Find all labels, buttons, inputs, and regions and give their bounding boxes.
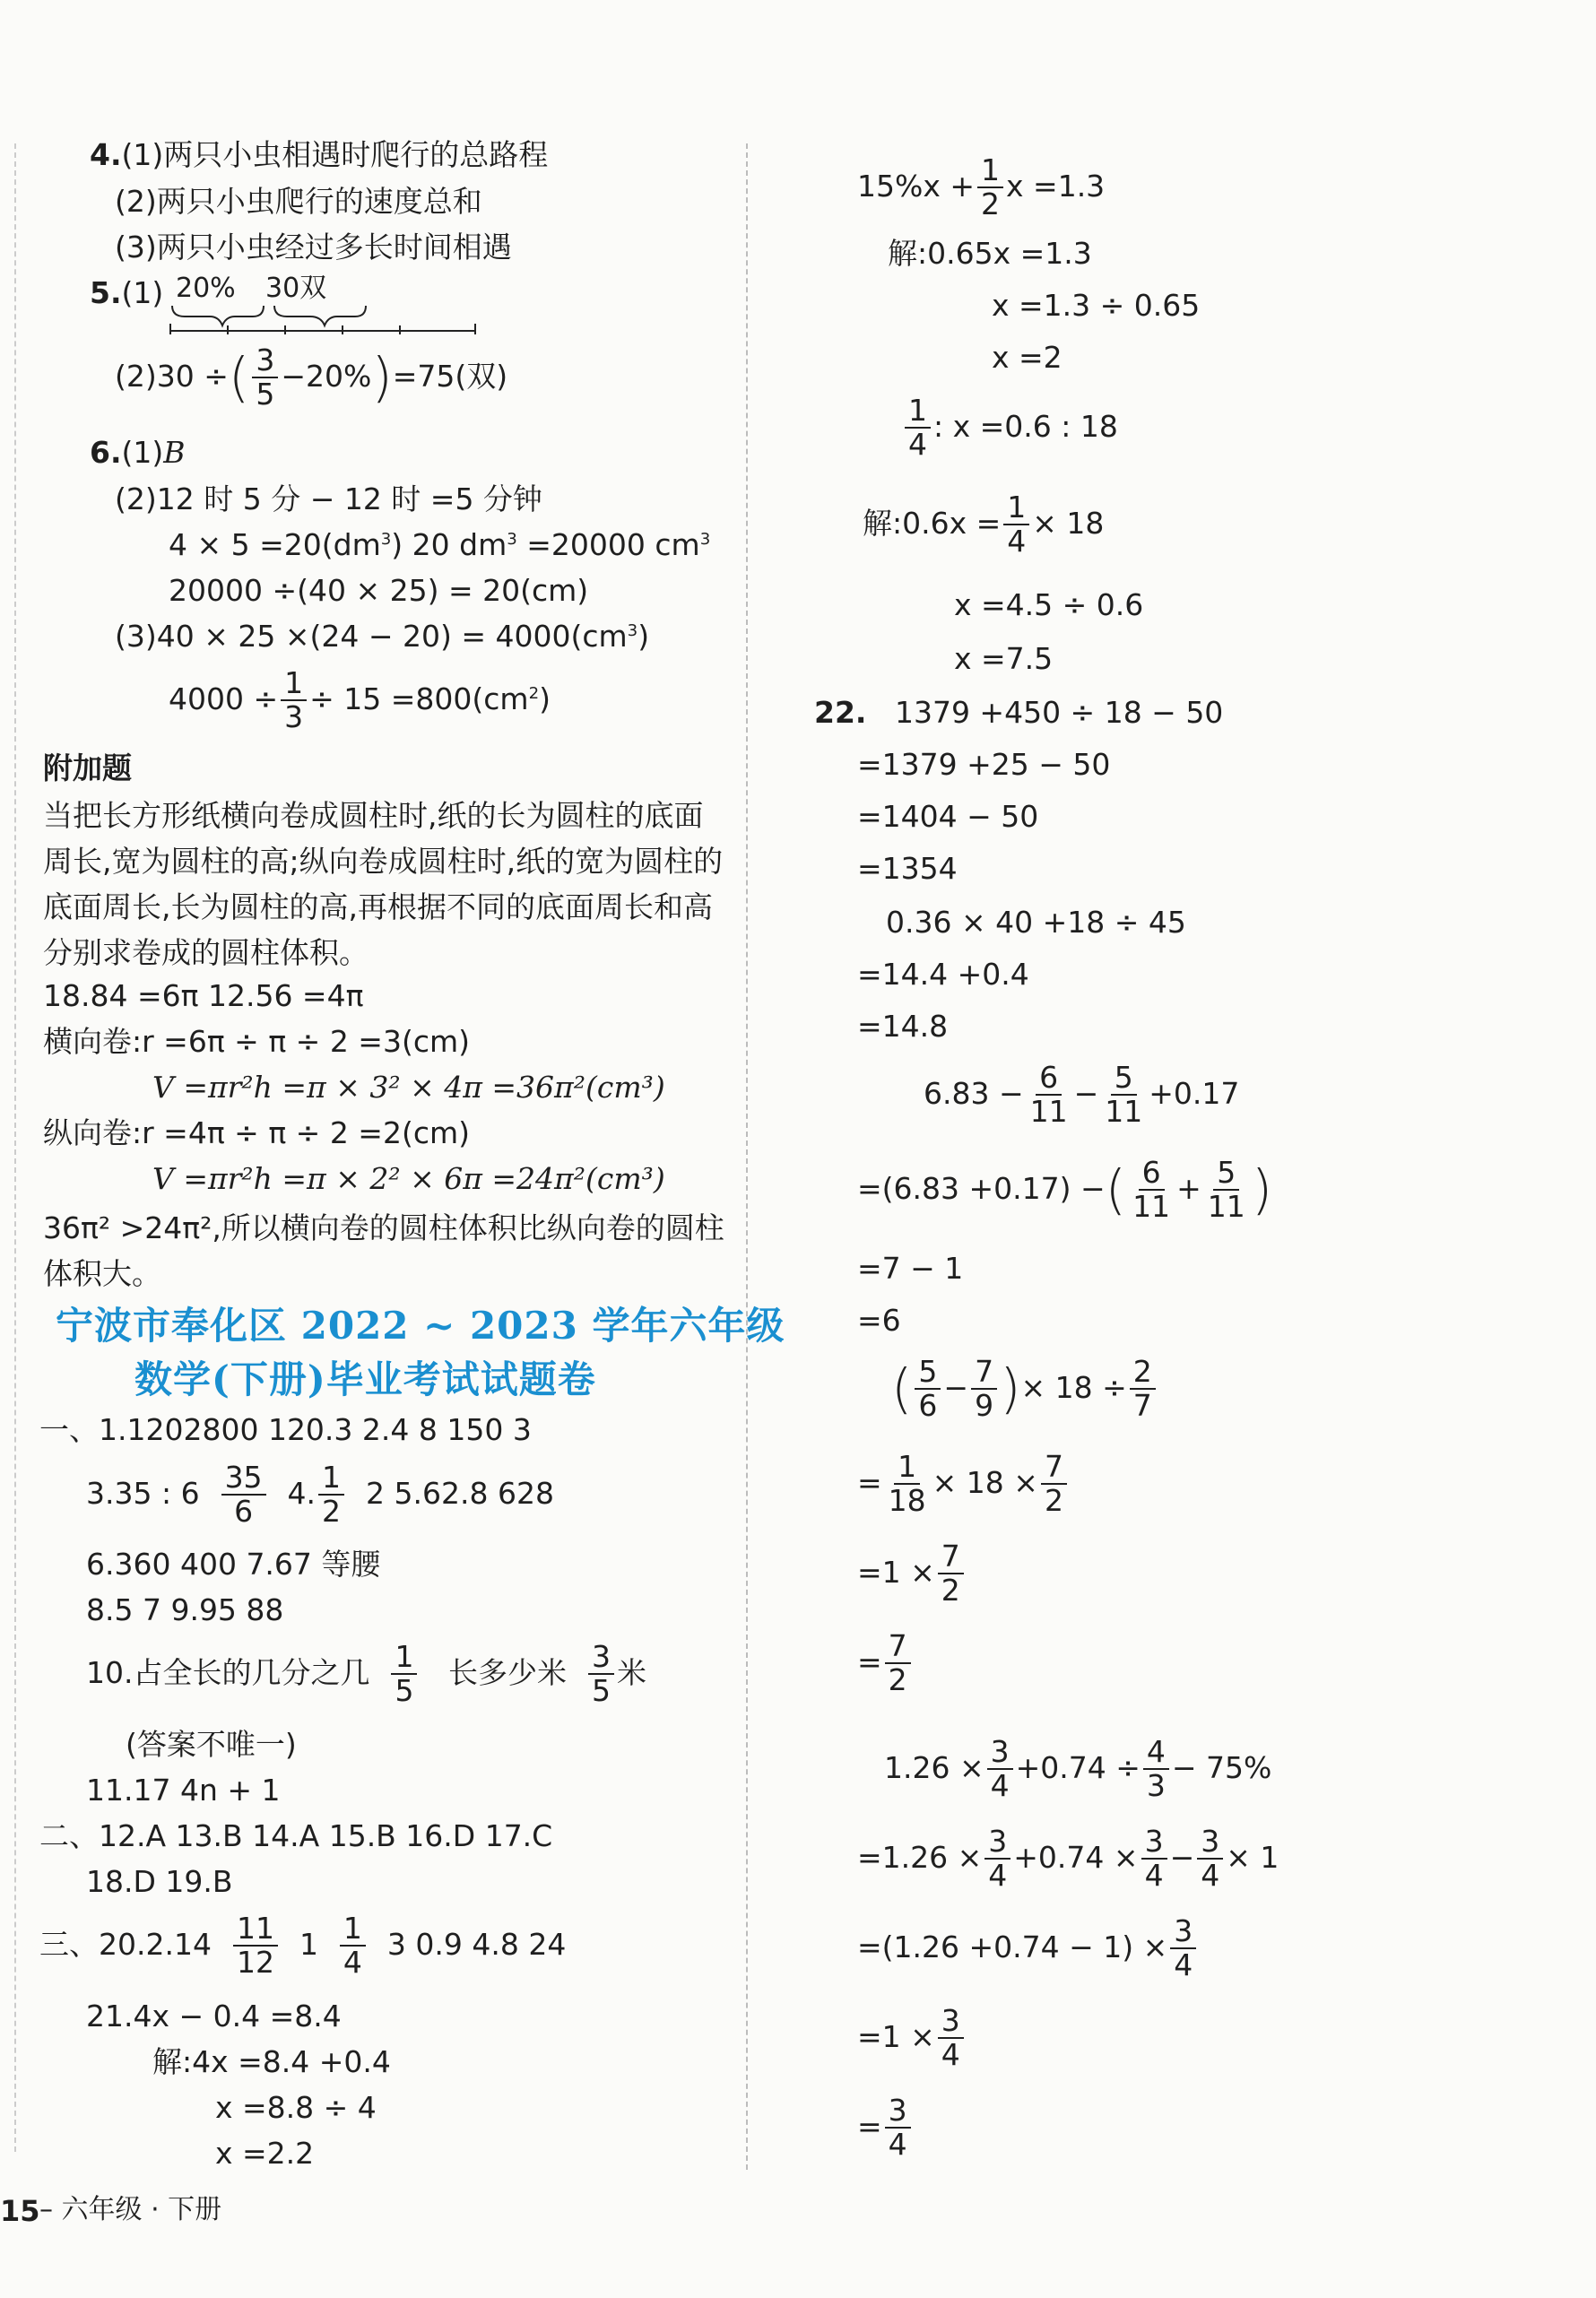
q21-line-3: x =8.8 ÷ 4 xyxy=(215,2090,377,2125)
q22-c-line-3: =7 − 1 xyxy=(857,1251,964,1286)
q6-line-5: $(3)40 \times 25 \times(24 - 20) = 4000(cm^3)$ xyxy=(115,619,650,654)
q5-diagram-label-percent: 20% xyxy=(176,273,236,304)
exam-title-line-2: 数学(下册)毕业考试试题卷 xyxy=(134,1357,596,1401)
q22-e-line-3: =(1.26 +0.74 − 1) × $\frac{3}{4}$ xyxy=(857,1915,1199,1982)
q22-b-line-1: 0.36 × 40 +18 ÷ 45 xyxy=(886,905,1186,940)
q22-d-line-3: =1 × $\frac{7}{2}$ xyxy=(857,1540,967,1608)
q21b-line-2: 解:0.65x =1.3 xyxy=(888,236,1092,271)
left-margin-line xyxy=(14,143,16,2152)
q22-d-line-4: = $\frac{7}{2}$ xyxy=(857,1630,914,1697)
footer-text: – 六年级 · 下册 xyxy=(39,2194,222,2225)
extra-line-2: 横向卷:r =6π ÷ π ÷ 2 =3(cm) xyxy=(43,1024,470,1059)
extra-line-1: 18.84 =6π 12.56 =4π xyxy=(43,978,364,1013)
part1-row-6: (答案不唯一) xyxy=(126,1727,297,1762)
q22-b-line-3: =14.8 xyxy=(857,1009,949,1044)
q5-line-2: (2)30 ÷( $\frac{3}{5}$ −20%)=75(双) xyxy=(115,343,508,412)
part3-row-1: 三、20.2.14 $\frac{11}{12}$ 1 $\frac{1}{4}$ 3 0.9 4.8 24 xyxy=(39,1911,567,1981)
q5-segment-diagram xyxy=(167,300,490,336)
q22-c-line-2: =(6.83 +0.17) −( $\frac{6}{11}$ + $\frac{5}{11}$ ) xyxy=(857,1155,1273,1225)
q21c-line-2: 解:0.6x = $\frac{1}{4}$ × 18 xyxy=(863,490,1105,559)
part1-row-7: 11.17 4n + 1 xyxy=(86,1773,281,1808)
q21c-line-1: $\frac{1}{4}$ : x =0.6 : 18 xyxy=(902,395,1118,462)
q5-line-1: 5.(1) xyxy=(90,275,164,310)
q21b-line-4: x =2 xyxy=(992,340,1063,375)
q21-line-1: 21.4x − 0.4 =8.4 xyxy=(86,1999,342,2034)
q21b-line-1: 15%x + $\frac{1}{2}$ x =1.3 xyxy=(857,152,1106,222)
q21c-line-4: x =7.5 xyxy=(954,641,1054,676)
extra-line-4: 纵向卷:r =4π ÷ π ÷ 2 =2(cm) xyxy=(43,1115,470,1150)
q6-line-6: 4000 ÷ $\frac{1}{3}$ ÷ $15 =800(cm^2)$ xyxy=(169,665,551,735)
extra-conclusion: 36π² >24π²,所以横向卷的圆柱体积比纵向卷的圆柱体积大。 xyxy=(43,1210,724,1291)
q22-e-line-2: =1.26 × $\frac{3}{4}$ +0.74 × $\frac{3}{4}$ − $\frac{3}{4}$ × 1 xyxy=(857,1824,1279,1894)
q21-line-4: x =2.2 xyxy=(215,2136,315,2171)
q22-e-line-1: 1.26 × $\frac{3}{4}$ +0.74 ÷ $\frac{4}{3}$ − 75% xyxy=(884,1734,1272,1804)
q22-c-line-1: 6.83 − $\frac{6}{11}$ − $\frac{5}{11}$ +0.17 xyxy=(924,1060,1240,1130)
part1-row-2: 3.35 : 6 $\frac{35}{6}$ 4. $\frac{1}{2}$ 2 5.62.8 628 xyxy=(86,1460,554,1530)
brace-left xyxy=(172,306,264,325)
q22-e-line-4: =1 × $\frac{3}{4}$ xyxy=(857,2005,967,2072)
q22-a-line-3: =1404 − 50 xyxy=(857,799,1039,834)
q22-c-line-4: =6 xyxy=(857,1303,901,1338)
extra-line-5: V =πr²h =π × 2² × 6π =24π²(cm³) xyxy=(152,1161,665,1196)
q4-line-3: (3)两只小虫经过多长时间相遇 xyxy=(115,230,512,264)
brace-right xyxy=(274,306,366,325)
q22-a-line-2: =1379 +25 − 50 xyxy=(857,747,1111,782)
part1-row-5: 10.占全长的几分之几 $\frac{1}{5}$ 长多少米 $\frac{3}{5}$ 米 xyxy=(86,1639,646,1709)
q22-a-line-4: =1354 xyxy=(857,851,958,886)
q21-line-2: 解:4x =8.4 +0.4 xyxy=(152,2044,391,2079)
q22-d-line-2: = $\frac{1}{18}$ × 18 × $\frac{7}{2}$ xyxy=(857,1451,1070,1518)
q4-line-1: 4.(1)两只小虫相遇时爬行的总路程 xyxy=(90,137,549,172)
q6-line-4: 20000 ÷(40 × 25) = 20(cm) xyxy=(169,573,589,608)
q6-line-3: $4 \times 5 =20(dm^3)$ 20 $dm^3 =20000$ $cm^3$ xyxy=(169,527,711,562)
part1-row-4: 8.5 7 9.95 88 xyxy=(86,1592,284,1627)
extra-title: 附加题 xyxy=(43,750,132,785)
q21c-line-3: x =4.5 ÷ 0.6 xyxy=(954,587,1144,622)
part2-row-1: 二、12.A 13.B 14.A 15.B 16.D 17.C xyxy=(39,1818,553,1853)
column-divider xyxy=(746,143,748,2170)
q22-e-line-5: = $\frac{3}{4}$ xyxy=(857,2094,914,2162)
part1-row-1: 一、1.1202800 120.3 2.4 8 150 3 xyxy=(39,1412,532,1447)
q22-a-line-1: 22. 1379 +450 ÷ 18 − 50 xyxy=(814,695,1224,730)
q22-d-line-1: ( $\frac{5}{6}$ − $\frac{7}{9}$ )× 18 ÷ $\frac{2}{7}$ xyxy=(891,1356,1158,1423)
q5-diagram-label-count: 30双 xyxy=(265,273,327,304)
q6-line-1: 6.(1)B xyxy=(90,435,186,470)
q4-line-2: (2)两只小虫爬行的速度总和 xyxy=(115,184,482,219)
q21b-line-3: x =1.3 ÷ 0.65 xyxy=(992,288,1201,323)
exam-title-line-1: 宁波市奉化区 2022 ~ 2023 学年六年级 xyxy=(56,1304,785,1348)
q6-line-2: (2)12 时 5 分 − 12 时 =5 分钟 xyxy=(115,481,542,516)
q22-b-line-2: =14.4 +0.4 xyxy=(857,957,1029,992)
page-number: 15 xyxy=(0,2194,40,2228)
part2-row-2: 18.D 19.B xyxy=(86,1864,233,1899)
extra-line-3: V =πr²h =π × 3² × 4π =36π²(cm³) xyxy=(152,1070,665,1105)
extra-explanation: 当把长方形纸横向卷成圆柱时,纸的长为圆柱的底面周长,宽为圆柱的高;纵向卷成圆柱时,纸的宽为圆柱的底面周长,长为圆柱的高,再根据不同的底面周长和高分别求卷成的圆柱体积。 xyxy=(43,798,724,970)
part1-row-3: 6.360 400 7.67 等腰 xyxy=(86,1547,381,1582)
